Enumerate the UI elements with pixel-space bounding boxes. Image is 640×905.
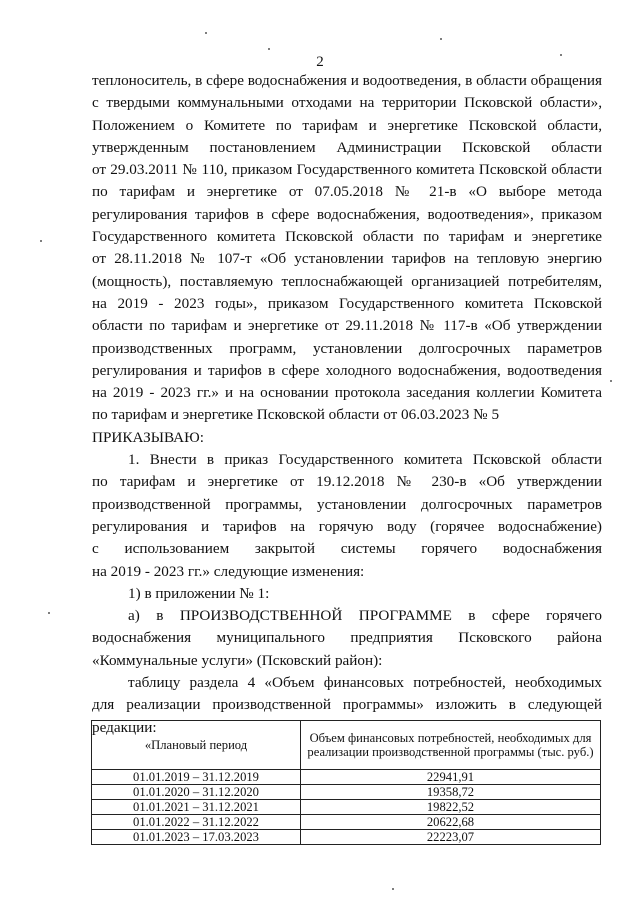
text-line: регулирования тарифов в сфере водоснабжения, водоотведения», приказом (92, 205, 602, 223)
text-line: таблицу раздела 4 «Объем финансовых потребностей, необходимых (128, 674, 602, 692)
text-line: Положением о Комитете по тарифам и энергетике Псковской области, (92, 116, 602, 134)
text-line: с использованием закрытой системы горячего водоснабжения (92, 540, 602, 558)
text-line: 1. Внести в приказ Государственного комитета Псковской области (128, 451, 602, 469)
scan-speck (392, 888, 394, 890)
text-line: на 2019 - 2023 гг.» следующие изменения: (92, 562, 365, 580)
order-heading: ПРИКАЗЫВАЮ: (92, 428, 204, 446)
value-cell: 20622,68 (301, 815, 601, 830)
table-row (92, 800, 601, 815)
scan-speck (205, 32, 207, 34)
text-line: регулирования и тарифов на горячую воду (горячее водоснабжение) (92, 517, 602, 535)
table-row (92, 770, 601, 785)
scan-speck (268, 48, 270, 50)
text-line: от 28.11.2018 № 107-т «Об установлении тарифов на тепловую энергию (92, 250, 602, 268)
text-line: по тарифам и энергетике от 07.05.2018 № 21-в «О выборе метода (92, 183, 602, 201)
text-line: от 29.03.2011 № 110, приказом Государственного комитета Псковской области (92, 161, 602, 179)
financial-needs-table (91, 720, 601, 845)
page-number: 2 (316, 54, 324, 70)
text-line: на 2019 - 2023 годы», приказом Государственного комитета Псковской (92, 294, 602, 312)
scan-speck (610, 380, 612, 382)
table-row (92, 815, 601, 830)
text-line: производственных программ, установлении долгосрочных параметров (92, 339, 602, 357)
document-body (92, 70, 602, 739)
value-cell: 22223,07 (301, 830, 601, 845)
text-line: производственной программы, установлении долгосрочных параметров (92, 495, 602, 513)
text-line: теплоноситель, в сфере водоснабжения и водоотведения, в области обращения (92, 72, 602, 89)
text-line: области по тарифам и энергетике от 29.11.2018 № 117-в «Об утверждении (92, 317, 602, 335)
value-cell: 19358,72 (301, 785, 601, 800)
period-cell: 01.01.2022 – 31.12.2022 (92, 815, 301, 830)
text-line: утвержденным постановлением Администрации Псковской области (92, 138, 602, 156)
period-cell: 01.01.2019 – 31.12.2019 (92, 770, 301, 785)
table-row (92, 830, 601, 845)
text-line: для реализации производственной программы» изложить в следующей (92, 696, 602, 714)
text-line: 1) в приложении № 1: (128, 584, 270, 602)
text-line: на 2019 - 2023 гг.» и на основании протокола заседания коллегии Комитета (92, 384, 602, 402)
value-cell: 19822,52 (301, 800, 601, 815)
period-cell: 01.01.2023 – 17.03.2023 (92, 830, 301, 845)
table-header-row (92, 721, 601, 770)
period-cell: 01.01.2020 – 31.12.2020 (92, 785, 301, 800)
scan-speck (440, 38, 442, 40)
text-line: регулирования и тарифов в сфере холодного водоснабжения, водоотведения (92, 361, 602, 379)
text-line: «Коммунальные услуги» (Псковский район): (92, 651, 383, 669)
text-line: редакции: (92, 718, 157, 736)
text-line: по тарифам и энергетике Псковской области от 06.03.2023 № 5 (92, 406, 500, 424)
text-line: а) в ПРОИЗВОДСТВЕННОЙ ПРОГРАММЕ в сфере горячего (128, 607, 602, 625)
scan-speck (40, 240, 42, 242)
header-period: «Плановый период (92, 721, 301, 770)
text-line: с твердыми коммунальными отходами на территории Псковской области», (92, 94, 602, 112)
text-line: (мощность), поставляемую теплоснабжающей организацией потребителям, (92, 272, 602, 290)
table-row (92, 785, 601, 800)
period-cell: 01.01.2021 – 31.12.2021 (92, 800, 301, 815)
scan-speck (560, 54, 562, 56)
value-cell: 22941,91 (301, 770, 601, 785)
text-line: по тарифам и энергетике от 19.12.2018 № 230-в «Об утверждении (92, 473, 602, 491)
text-line: водоснабжения муниципального предприятия Псковского района (92, 629, 602, 647)
header-volume: Объем финансовых потребностей, необходимых для реализации производственной программы (тыс. руб.) (301, 721, 601, 770)
scan-speck (48, 612, 50, 614)
text-line: Государственного комитета Псковской области по тарифам и энергетике (92, 228, 602, 246)
